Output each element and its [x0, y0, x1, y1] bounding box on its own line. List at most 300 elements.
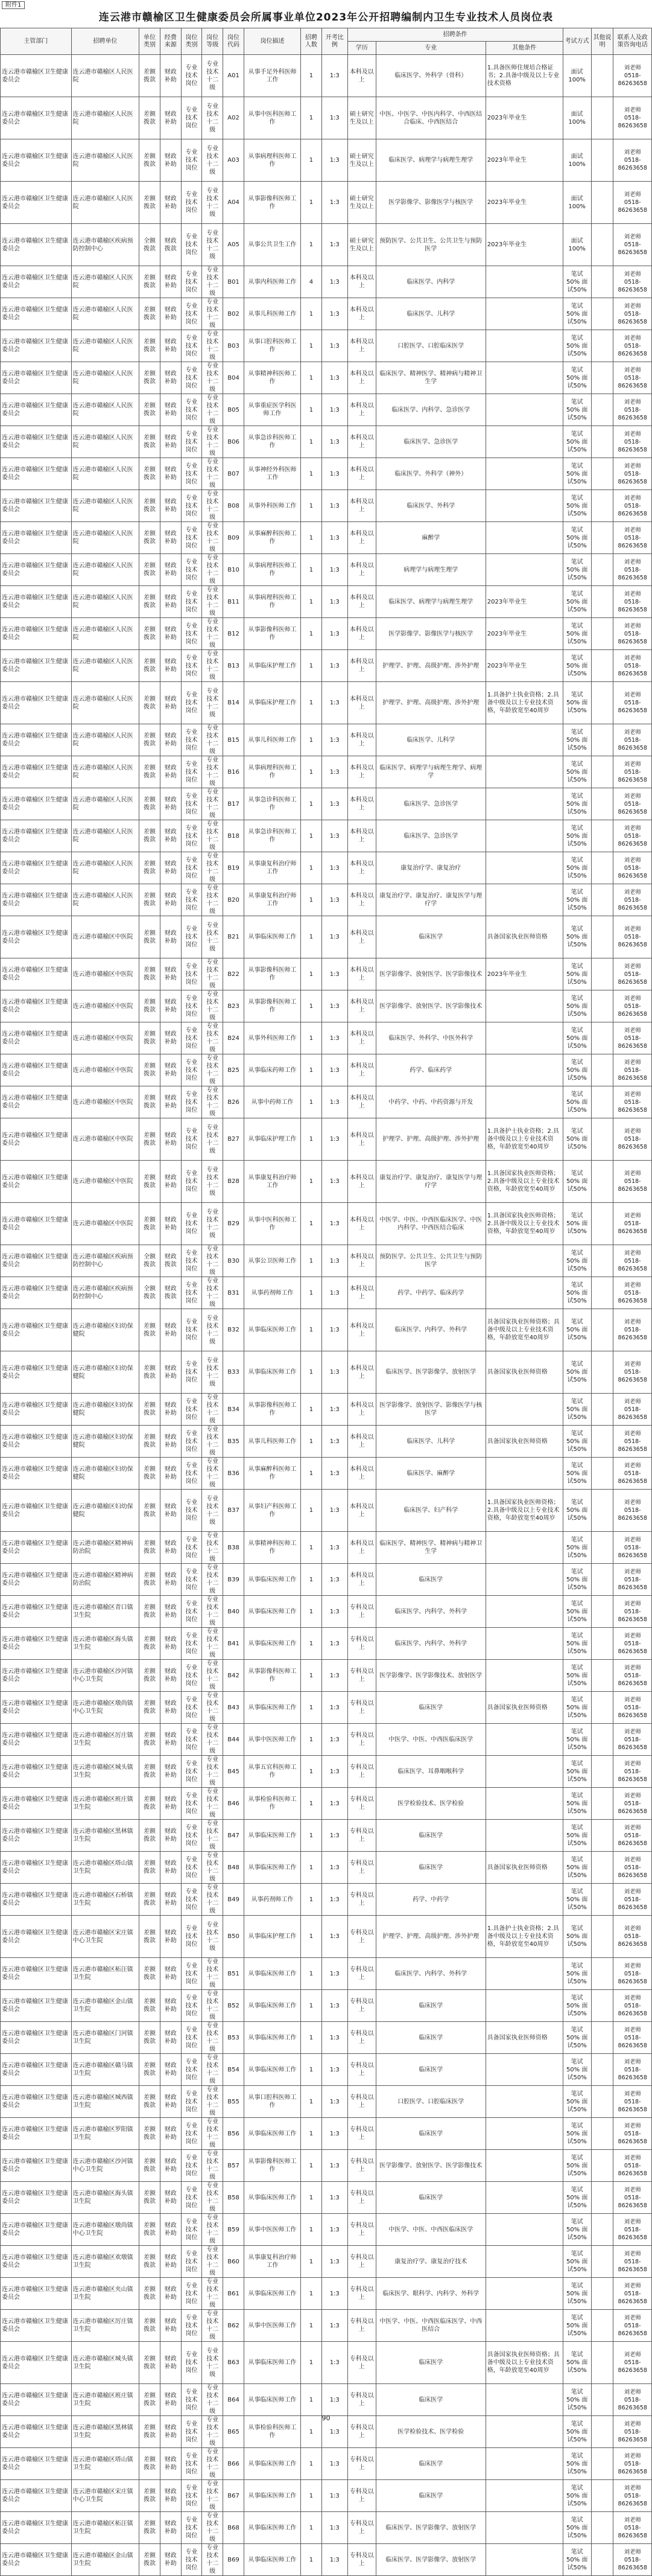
row-contact-cell [613, 1086, 652, 1118]
row-post-level-cell: 专业技术十二级 [202, 1309, 223, 1351]
row-budget-cell: 财政补助 [160, 2246, 181, 2278]
row-major-cell: 临床医学、外科学（骨科） [376, 55, 486, 97]
row-post-type-cell: 专业技术岗位 [181, 139, 202, 182]
row-major-cell: 医学影像学、放射医学、影像医学与核医学 [376, 1394, 486, 1426]
row-post-level-cell: 专业技术十二级 [202, 1394, 223, 1426]
row-education-cell: 本科及以上 [347, 1245, 376, 1277]
row-note-cell [591, 554, 613, 586]
row-ratio-cell: 1:3 [321, 788, 347, 820]
row-post-desc-cell: 从事临床医师工作 [244, 1628, 300, 1660]
row-unit-type-cell: 差额拨款 [139, 394, 160, 426]
row-contact-cell [613, 458, 652, 490]
row-post-level-cell: 专业技术十二级 [202, 97, 223, 139]
row-post-desc-cell: 从事临床医师工作 [244, 2054, 300, 2086]
row-post-desc-cell: 从事病理科医师工作 [244, 586, 300, 618]
row-unit-type-cell: 差额拨款 [139, 1118, 160, 1161]
row-unit-type-cell: 差额拨款 [139, 55, 160, 97]
row-dept-cell: 连云港市赣榆区卫生健康委员会 [1, 916, 72, 958]
row-quota-cell: 1 [301, 1490, 322, 1532]
row-unit-cell: 连云港市赣榆区中医院 [71, 1086, 139, 1118]
row-post-type-cell: 专业技术岗位 [181, 1820, 202, 1852]
row-quota-cell: 1 [301, 97, 322, 139]
row-post-desc-cell: 从事麻醉科医师工作 [244, 522, 300, 554]
header-post-code: 岗位代码 [223, 28, 244, 55]
row-post-level-cell: 专业技术十二级 [202, 2512, 223, 2544]
contact-phone: 0518-86263658 [618, 700, 647, 714]
row-contact-cell [613, 1564, 652, 1596]
row-post-code-cell: B61 [223, 2278, 244, 2310]
row-unit-cell: 连云港市赣榆区中医院 [71, 1203, 139, 1245]
row-unit-cell: 连云港市赣榆区班庄镇卫生院 [71, 2384, 139, 2416]
row-major-cell: 临床医学、急诊医学 [376, 820, 486, 852]
row-unit-type-cell: 差额拨款 [139, 2342, 160, 2384]
table-row [1, 224, 652, 266]
row-note-cell [591, 1054, 613, 1086]
row-post-desc-cell: 从事临床医师工作 [244, 1692, 300, 1724]
row-unit-cell: 连云港市赣榆区海头镇卫生院 [71, 1628, 139, 1660]
row-exam-cell: 笔试50% 面试50% [563, 554, 591, 586]
row-post-code-cell: B67 [223, 2480, 244, 2512]
row-quota-cell: 1 [301, 1756, 322, 1788]
table-row [1, 554, 652, 586]
row-major-cell: 临床医学、内科学、外科学 [376, 1628, 486, 1660]
row-other-cell [486, 2118, 563, 2150]
row-quota-cell: 1 [301, 820, 322, 852]
row-other-cell: 具备国家执业医师资格 [486, 1692, 563, 1724]
row-post-code-cell: B57 [223, 2150, 244, 2182]
row-quota-cell: 1 [301, 958, 322, 990]
row-post-type-cell: 专业技术岗位 [181, 2054, 202, 2086]
row-ratio-cell: 1:3 [321, 820, 347, 852]
row-contact-cell [613, 1203, 652, 1245]
row-contact-cell [613, 1990, 652, 2022]
row-post-type-cell: 专业技术岗位 [181, 1458, 202, 1490]
row-exam-cell: 笔试50% 面试50% [563, 1958, 591, 1990]
row-post-type-cell: 专业技术岗位 [181, 2310, 202, 2342]
row-budget-cell: 财政补助 [160, 990, 181, 1022]
row-major-cell: 临床医学、外科学、中医外科学 [376, 1022, 486, 1054]
row-dept-cell: 连云港市赣榆区卫生健康委员会 [1, 1660, 72, 1692]
contact-name: 刘老师 [624, 65, 641, 71]
row-ratio-cell: 1:3 [321, 2278, 347, 2310]
row-education-cell: 专科及以上 [347, 2150, 376, 2182]
row-post-type-cell: 专业技术岗位 [181, 884, 202, 916]
row-unit-type-cell: 差额拨款 [139, 852, 160, 884]
contact-name: 刘老师 [624, 302, 641, 310]
row-dept-cell: 连云港市赣榆区卫生健康委员会 [1, 2022, 72, 2054]
row-post-level-cell: 专业技术十二级 [202, 724, 223, 756]
contact-name: 刘老师 [624, 234, 641, 240]
row-other-cell: 1.具备国家执业医师资格；2.具备中级及以上专业技术资格，年龄放宽至40周岁 [486, 1161, 563, 1203]
row-post-desc-cell: 从事临床医师工作 [244, 2342, 300, 2384]
row-unit-cell: 连云港市赣榆区人民医院 [71, 554, 139, 586]
row-ratio-cell: 1:3 [321, 1426, 347, 1458]
row-post-desc-cell: 从事临床医师工作 [244, 2512, 300, 2544]
row-contact-cell [613, 490, 652, 522]
table-row [1, 2342, 652, 2384]
row-dept-cell: 连云港市赣榆区卫生健康委员会 [1, 1564, 72, 1596]
row-post-desc-cell: 从事儿科医师工作 [244, 298, 300, 330]
table-row [1, 1916, 652, 1958]
row-other-cell: 1.具备护士执业资格；2.具备中级及以上专业技术资格，年龄放宽至40周岁 [486, 1916, 563, 1958]
row-ratio-cell: 1:3 [321, 1458, 347, 1490]
contact-name: 刘老师 [624, 926, 641, 933]
row-exam-cell: 面试100% [563, 139, 591, 182]
row-post-type-cell: 专业技术岗位 [181, 554, 202, 586]
row-post-type-cell: 专业技术岗位 [181, 682, 202, 724]
row-other-cell [486, 990, 563, 1022]
row-budget-cell: 财政补助 [160, 1958, 181, 1990]
row-other-cell: 2023年毕业生 [486, 958, 563, 990]
row-unit-type-cell: 差额拨款 [139, 958, 160, 990]
row-major-cell: 临床医学、儿科学 [376, 724, 486, 756]
contact-name: 刘老师 [624, 2388, 641, 2396]
row-budget-cell: 财政拨款 [160, 1277, 181, 1309]
row-post-level-cell: 专业技术十二级 [202, 2448, 223, 2480]
row-budget-cell: 财政补助 [160, 2544, 181, 2576]
row-ratio-cell: 1:3 [321, 682, 347, 724]
table-row [1, 298, 652, 330]
row-post-level-cell: 专业技术十二级 [202, 2022, 223, 2054]
row-contact-cell [613, 650, 652, 682]
row-post-code-cell: B36 [223, 1458, 244, 1490]
row-post-level-cell: 专业技术十二级 [202, 1788, 223, 1820]
row-unit-type-cell: 差额拨款 [139, 139, 160, 182]
row-exam-cell: 笔试50% 面试50% [563, 330, 591, 362]
row-ratio-cell: 1:3 [321, 1054, 347, 1086]
row-post-code-cell: B19 [223, 852, 244, 884]
row-unit-cell: 连云港市赣榆区人民医院 [71, 362, 139, 394]
row-education-cell: 专科及以上 [347, 2384, 376, 2416]
row-quota-cell: 1 [301, 55, 322, 97]
table-row [1, 2214, 652, 2246]
row-note-cell [591, 522, 613, 554]
row-education-cell: 本科及以上 [347, 884, 376, 916]
row-post-desc-cell: 从事公卫医师工作 [244, 1245, 300, 1277]
row-exam-cell: 笔试50% 面试50% [563, 1490, 591, 1532]
row-other-cell [486, 1788, 563, 1820]
row-contact-cell [613, 852, 652, 884]
row-unit-cell: 连云港市赣榆区人民医院 [71, 788, 139, 820]
row-education-cell: 专科及以上 [347, 2544, 376, 2576]
row-dept-cell: 连云港市赣榆区卫生健康委员会 [1, 1054, 72, 1086]
row-quota-cell: 1 [301, 458, 322, 490]
row-exam-cell: 笔试50% 面试50% [563, 2214, 591, 2246]
row-dept-cell: 连云港市赣榆区卫生健康委员会 [1, 1916, 72, 1958]
row-post-desc-cell: 从事临床医师工作 [244, 2278, 300, 2310]
row-dept-cell: 连云港市赣榆区卫生健康委员会 [1, 1884, 72, 1916]
row-post-desc-cell: 从事五官科医师工作 [244, 1756, 300, 1788]
row-unit-cell: 连云港市赣榆区班庄镇卫生院 [71, 1788, 139, 1820]
row-education-cell: 专科及以上 [347, 2512, 376, 2544]
contact-phone: 0518-86263658 [618, 470, 647, 485]
row-post-desc-cell: 从事康复科治疗师工作 [244, 884, 300, 916]
row-quota-cell: 1 [301, 522, 322, 554]
row-other-cell: 1.具备护士执业资格；2.具备中级及以上专业技术资格，年龄放宽至40周岁 [486, 1118, 563, 1161]
row-quota-cell: 1 [301, 1161, 322, 1203]
row-post-desc-cell: 从事影像科医师工作 [244, 2150, 300, 2182]
row-unit-cell: 连云港市赣榆区妇幼保健院 [71, 1458, 139, 1490]
row-post-type-cell: 专业技术岗位 [181, 266, 202, 298]
row-unit-type-cell: 差额拨款 [139, 2480, 160, 2512]
contact-name: 刘老师 [624, 792, 641, 800]
row-ratio-cell: 1:3 [321, 990, 347, 1022]
table-row [1, 2054, 652, 2086]
row-education-cell: 本科及以上 [347, 586, 376, 618]
row-ratio-cell: 1:3 [321, 2544, 347, 2576]
row-major-cell: 临床医学 [376, 2118, 486, 2150]
row-contact-cell [613, 2278, 652, 2310]
row-dept-cell: 连云港市赣榆区卫生健康委员会 [1, 1724, 72, 1756]
row-contact-cell [613, 1788, 652, 1820]
row-education-cell: 专科及以上 [347, 1660, 376, 1692]
contact-name: 刘老师 [624, 2154, 641, 2161]
row-unit-cell: 连云港市赣榆区人民医院 [71, 820, 139, 852]
row-note-cell [591, 724, 613, 756]
row-unit-type-cell: 全额拨款 [139, 1245, 160, 1277]
row-other-cell [486, 2544, 563, 2576]
row-ratio-cell: 1:3 [321, 1884, 347, 1916]
row-budget-cell: 财政补助 [160, 1916, 181, 1958]
row-major-cell: 预防医学、公共卫生、公共卫生与预防医学 [376, 1245, 486, 1277]
row-budget-cell: 财政补助 [160, 586, 181, 618]
row-unit-cell: 连云港市赣榆区罗阳镇卫生院 [71, 2118, 139, 2150]
row-post-desc-cell: 从事临床医师工作 [244, 2480, 300, 2512]
row-budget-cell: 财政补助 [160, 1086, 181, 1118]
row-exam-cell: 笔试50% 面试50% [563, 1054, 591, 1086]
row-major-cell: 临床医学、外科学（神外） [376, 458, 486, 490]
row-post-code-cell: B60 [223, 2246, 244, 2278]
row-post-level-cell: 专业技术十二级 [202, 1054, 223, 1086]
row-post-level-cell: 专业技术十二级 [202, 788, 223, 820]
contact-name: 刘老师 [624, 366, 641, 374]
row-other-cell [486, 1054, 563, 1086]
row-education-cell: 本科及以上 [347, 1564, 376, 1596]
row-note-cell [591, 1277, 613, 1309]
row-post-level-cell: 专业技术十二级 [202, 1532, 223, 1564]
row-ratio-cell: 1:3 [321, 2448, 347, 2480]
header-post-level: 岗位等级 [202, 28, 223, 55]
row-note-cell [591, 1245, 613, 1277]
row-quota-cell: 1 [301, 2182, 322, 2214]
row-other-cell [486, 756, 563, 788]
row-major-cell: 麻醉学 [376, 522, 486, 554]
row-other-cell [486, 2448, 563, 2480]
row-budget-cell: 财政补助 [160, 618, 181, 650]
row-unit-cell: 连云港市赣榆区中医院 [71, 958, 139, 990]
header-exam: 考试方式 [563, 28, 591, 55]
row-major-cell: 康复治疗学、康复治疗、康复医学与理疗学 [376, 1161, 486, 1203]
row-note-cell [591, 1426, 613, 1458]
row-budget-cell: 财政补助 [160, 1884, 181, 1916]
row-quota-cell: 1 [301, 2214, 322, 2246]
row-post-code-cell: B11 [223, 586, 244, 618]
row-other-cell [486, 2150, 563, 2182]
row-post-level-cell: 专业技术十二级 [202, 756, 223, 788]
row-quota-cell: 1 [301, 2278, 322, 2310]
row-quota-cell: 1 [301, 1820, 322, 1852]
row-post-type-cell: 专业技术岗位 [181, 1394, 202, 1426]
row-contact-cell [613, 2054, 652, 2086]
row-post-desc-cell: 从事病理科医师工作 [244, 756, 300, 788]
row-post-code-cell: B69 [223, 2544, 244, 2576]
row-ratio-cell: 1:3 [321, 1820, 347, 1852]
row-post-level-cell: 专业技术十二级 [202, 266, 223, 298]
row-education-cell: 本科及以上 [347, 330, 376, 362]
contact-name: 刘老师 [624, 590, 641, 598]
row-unit-type-cell: 差额拨款 [139, 2022, 160, 2054]
row-post-code-cell: B28 [223, 1161, 244, 1203]
row-exam-cell: 笔试50% 面试50% [563, 522, 591, 554]
row-contact-cell [613, 1245, 652, 1277]
row-exam-cell: 笔试50% 面试50% [563, 1660, 591, 1692]
row-education-cell: 本科及以上 [347, 1490, 376, 1532]
row-unit-cell: 连云港市赣榆区宋庄镇中心卫生院 [71, 1916, 139, 1958]
contact-phone: 0518-86263658 [618, 1864, 647, 1879]
row-education-cell: 本科及以上 [347, 490, 376, 522]
table-row [1, 1532, 652, 1564]
row-education-cell: 专科及以上 [347, 2246, 376, 2278]
row-unit-type-cell: 差额拨款 [139, 2118, 160, 2150]
row-education-cell: 本科及以上 [347, 394, 376, 426]
row-quota-cell: 1 [301, 1660, 322, 1692]
row-post-code-cell: A01 [223, 55, 244, 97]
row-post-level-cell: 专业技术十二级 [202, 650, 223, 682]
row-post-code-cell: B53 [223, 2022, 244, 2054]
row-post-type-cell: 专业技术岗位 [181, 1596, 202, 1628]
row-note-cell [591, 2480, 613, 2512]
contact-phone: 0518-86263658 [618, 1832, 647, 1847]
row-exam-cell: 笔试50% 面试50% [563, 266, 591, 298]
table-row [1, 1309, 652, 1351]
row-post-desc-cell: 从事临床护理工作 [244, 1916, 300, 1958]
row-dept-cell: 连云港市赣榆区卫生健康委员会 [1, 1692, 72, 1724]
row-quota-cell: 1 [301, 1532, 322, 1564]
row-post-type-cell: 专业技术岗位 [181, 522, 202, 554]
contact-phone: 0518-86263658 [618, 1220, 647, 1235]
contact-name: 刘老师 [624, 1856, 641, 1863]
row-note-cell [591, 916, 613, 958]
row-post-level-cell: 专业技术十二级 [202, 139, 223, 182]
contact-phone: 0518-86263658 [618, 2396, 647, 2411]
row-note-cell [591, 2544, 613, 2576]
row-budget-cell: 财政补助 [160, 2150, 181, 2182]
row-dept-cell: 连云港市赣榆区卫生健康委员会 [1, 139, 72, 182]
row-post-level-cell: 专业技术十二级 [202, 1118, 223, 1161]
row-ratio-cell: 1:3 [321, 224, 347, 266]
row-major-cell: 康复治疗学、康复治疗技术 [376, 2246, 486, 2278]
row-note-cell [591, 1351, 613, 1394]
row-unit-cell: 连云港市赣榆区柘汪镇卫生院 [71, 2512, 139, 2544]
row-major-cell: 医学影像学、放射医学、医学影像技术 [376, 958, 486, 990]
row-budget-cell: 财政补助 [160, 458, 181, 490]
row-post-level-cell: 专业技术十二级 [202, 522, 223, 554]
contact-phone: 0518-86263658 [618, 1066, 647, 1082]
row-post-desc-cell: 从事口腔科医师工作 [244, 2086, 300, 2118]
row-unit-cell: 连云港市赣榆区人民医院 [71, 682, 139, 724]
row-post-desc-cell: 从事外科医师工作 [244, 1022, 300, 1054]
row-post-level-cell: 专业技术十二级 [202, 1852, 223, 1884]
row-unit-cell: 连云港市赣榆区宋庄镇中心卫生院 [71, 2480, 139, 2512]
row-quota-cell: 1 [301, 182, 322, 224]
table-row [1, 916, 652, 958]
row-contact-cell [613, 682, 652, 724]
row-post-code-cell: B06 [223, 426, 244, 458]
header-education: 学历 [347, 42, 376, 55]
table-row [1, 458, 652, 490]
row-post-type-cell: 专业技术岗位 [181, 2416, 202, 2448]
row-unit-type-cell: 差额拨款 [139, 2416, 160, 2448]
row-ratio-cell: 1:3 [321, 2310, 347, 2342]
row-post-type-cell: 专业技术岗位 [181, 2512, 202, 2544]
contact-phone: 0518-86263658 [618, 1896, 647, 1911]
row-budget-cell: 财政补助 [160, 2278, 181, 2310]
row-budget-cell: 财政补助 [160, 1458, 181, 1490]
row-budget-cell: 财政补助 [160, 1564, 181, 1596]
header-unit: 招聘单位 [71, 28, 139, 55]
row-dept-cell: 连云港市赣榆区卫生健康委员会 [1, 2310, 72, 2342]
row-other-cell [486, 1277, 563, 1309]
row-education-cell: 本科及以上 [347, 1022, 376, 1054]
row-major-cell: 临床医学、病理学与病理生理学、病理学 [376, 756, 486, 788]
row-education-cell: 本科及以上 [347, 618, 376, 650]
row-post-type-cell: 专业技术岗位 [181, 2086, 202, 2118]
row-post-level-cell: 专业技术十二级 [202, 1692, 223, 1724]
row-major-cell: 临床医学 [376, 1852, 486, 1884]
row-quota-cell: 1 [301, 682, 322, 724]
row-dept-cell: 连云港市赣榆区卫生健康委员会 [1, 458, 72, 490]
row-contact-cell [613, 2182, 652, 2214]
row-post-desc-cell: 从事临床医师工作 [244, 2544, 300, 2576]
row-other-cell: 1.具备国家执业医师资格；2.具备中级及以上专业技术资格，年龄放宽至40周岁 [486, 1203, 563, 1245]
row-other-cell [486, 820, 563, 852]
contact-phone: 0518-86263658 [618, 1672, 647, 1687]
row-note-cell [591, 2342, 613, 2384]
row-unit-cell: 连云港市赣榆区妇幼保健院 [71, 1394, 139, 1426]
row-contact-cell [613, 2448, 652, 2480]
row-quota-cell: 1 [301, 1990, 322, 2022]
row-ratio-cell: 1:3 [321, 1852, 347, 1884]
row-post-level-cell: 专业技术十二级 [202, 1564, 223, 1596]
row-unit-type-cell: 差额拨款 [139, 820, 160, 852]
row-education-cell: 本科及以上 [347, 1426, 376, 1458]
row-other-cell: 具备国家执业医师资格；具备中级及以上专业技术资格，年龄放宽至40周岁 [486, 1309, 563, 1351]
contact-phone: 0518-86263658 [618, 534, 647, 549]
row-post-type-cell: 专业技术岗位 [181, 650, 202, 682]
row-post-level-cell: 专业技术十二级 [202, 1426, 223, 1458]
row-quota-cell: 1 [301, 1022, 322, 1054]
row-unit-cell: 连云港市赣榆区柘汪镇卫生院 [71, 1958, 139, 1990]
row-other-cell [486, 1532, 563, 1564]
row-unit-type-cell: 差额拨款 [139, 2054, 160, 2086]
row-unit-cell: 连云港市赣榆区妇幼保健院 [71, 1309, 139, 1351]
row-unit-type-cell: 差额拨款 [139, 266, 160, 298]
row-post-type-cell: 专业技术岗位 [181, 1958, 202, 1990]
row-post-code-cell: B15 [223, 724, 244, 756]
table-row [1, 1884, 652, 1916]
row-quota-cell: 1 [301, 362, 322, 394]
row-unit-cell: 连云港市赣榆区人民医院 [71, 426, 139, 458]
contact-phone: 0518-86263658 [618, 800, 647, 815]
contact-name: 刘老师 [624, 888, 641, 896]
row-dept-cell: 连云港市赣榆区卫生健康委员会 [1, 330, 72, 362]
row-budget-cell: 财政补助 [160, 490, 181, 522]
contact-name: 刘老师 [624, 2351, 641, 2358]
row-note-cell [591, 1596, 613, 1628]
row-unit-type-cell: 差额拨款 [139, 2384, 160, 2416]
contact-name: 刘老师 [624, 856, 641, 864]
table-body [1, 55, 652, 2576]
